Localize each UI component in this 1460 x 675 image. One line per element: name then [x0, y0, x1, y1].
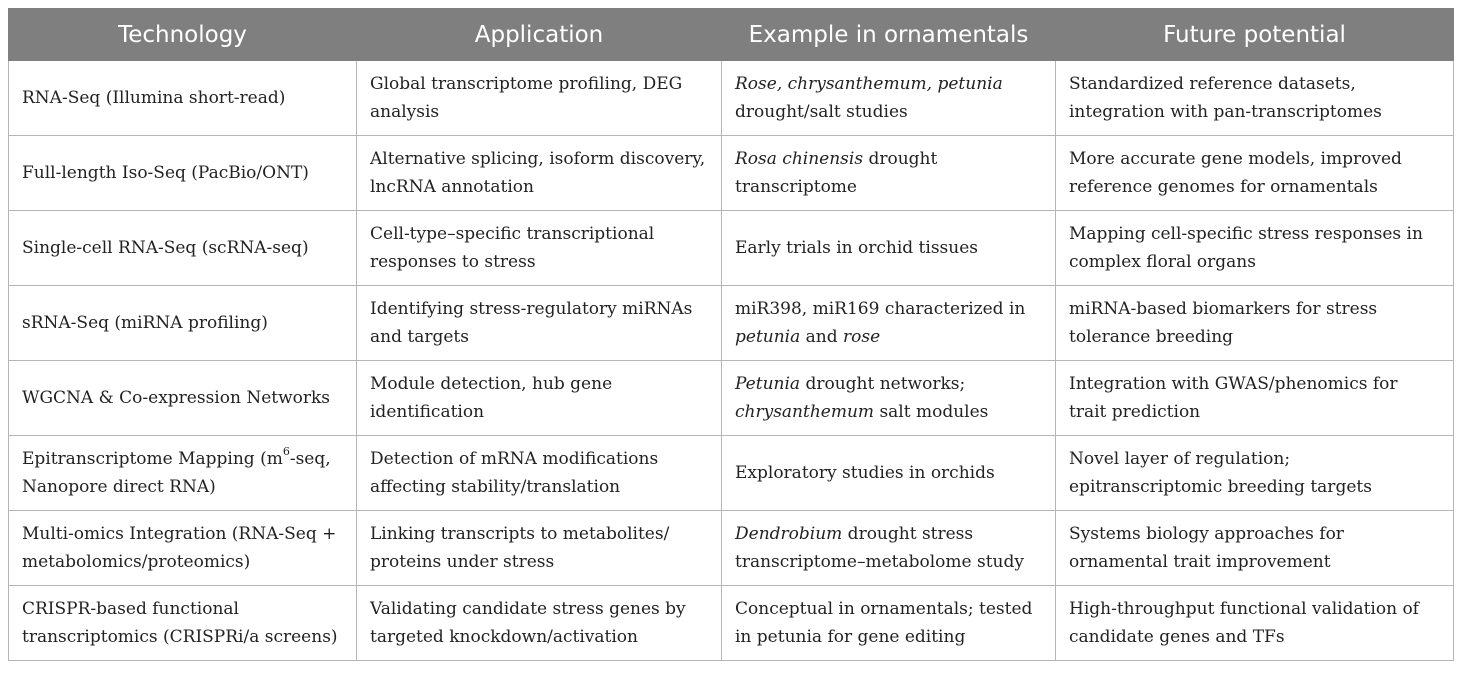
cell-application: Validating candidate stress genes by targeted knockdown/activation	[357, 586, 722, 661]
cell-technology: Single-cell RNA-Seq (scRNA-seq)	[9, 211, 357, 286]
cell-application: Cell-type–specific transcriptional responses to stress	[357, 211, 722, 286]
header-row	[9, 9, 1454, 61]
cell-example: miR398, miR169 characterized in petunia and rose	[722, 286, 1056, 361]
cell-technology: WGCNA & Co-expression Networks	[9, 361, 357, 436]
cell-future: Standardized reference datasets, integration with pan-transcriptomes	[1056, 61, 1454, 136]
cell-future: Integration with GWAS/phenomics for trait prediction	[1056, 361, 1454, 436]
table-row	[9, 361, 1454, 436]
cell-application: Detection of mRNA modifications affecting stability/translation	[357, 436, 722, 511]
cell-example: Petunia drought networks; chrysanthemum salt modules	[722, 361, 1056, 436]
cell-future: Mapping cell-specific stress responses in complex floral organs	[1056, 211, 1454, 286]
table-body	[9, 61, 1454, 661]
cell-future: Novel layer of regulation; epitranscriptomic breeding targets	[1056, 436, 1454, 511]
cell-example: Rose, chrysanthemum, petunia drought/salt studies	[722, 61, 1056, 136]
column-header-example: Example in ornamentals	[722, 9, 1056, 61]
column-header-application: Application	[357, 9, 722, 61]
cell-future: High-throughput functional validation of candidate genes and TFs	[1056, 586, 1454, 661]
cell-technology: Epitranscriptome Mapping ($m^6$-seq, Nanopore direct RNA)	[9, 436, 357, 511]
table-row	[9, 286, 1454, 361]
table-row	[9, 511, 1454, 586]
cell-example: Rosa chinensis drought transcriptome	[722, 136, 1056, 211]
cell-application: Identifying stress-regulatory miRNAs and targets	[357, 286, 722, 361]
cell-technology: Multi-omics Integration (RNA-Seq + metabolomics/proteomics)	[9, 511, 357, 586]
cell-example: Dendrobium drought stress transcriptome–metabolome study	[722, 511, 1056, 586]
cell-technology: sRNA-Seq (miRNA profiling)	[9, 286, 357, 361]
cell-future: More accurate gene models, improved reference genomes for ornamentals	[1056, 136, 1454, 211]
table-row	[9, 61, 1454, 136]
cell-example: Exploratory studies in orchids	[722, 436, 1056, 511]
table-container	[8, 8, 1453, 661]
cell-future: Systems biology approaches for ornamental trait improvement	[1056, 511, 1454, 586]
table-row	[9, 211, 1454, 286]
column-header-technology: Technology	[9, 9, 357, 61]
table-row	[9, 586, 1454, 661]
column-header-future: Future potential	[1056, 9, 1454, 61]
cell-application: Alternative splicing, isoform discovery, lncRNA annotation	[357, 136, 722, 211]
cell-example: Conceptual in ornamentals; tested in petunia for gene editing	[722, 586, 1056, 661]
cell-future: miRNA-based biomarkers for stress tolerance breeding	[1056, 286, 1454, 361]
table-row	[9, 436, 1454, 511]
cell-example: Early trials in orchid tissues	[722, 211, 1056, 286]
cell-application: Global transcriptome profiling, DEG analysis	[357, 61, 722, 136]
cell-technology: RNA-Seq (Illumina short-read)	[9, 61, 357, 136]
cell-technology: CRISPR-based functional transcriptomics (CRISPRi/a screens)	[9, 586, 357, 661]
cell-technology: Full-length Iso-Seq (PacBio/ONT)	[9, 136, 357, 211]
transcriptomics-table	[8, 8, 1454, 661]
table-row	[9, 136, 1454, 211]
cell-application: Linking transcripts to metabolites/ proteins under stress	[357, 511, 722, 586]
cell-application: Module detection, hub gene identification	[357, 361, 722, 436]
